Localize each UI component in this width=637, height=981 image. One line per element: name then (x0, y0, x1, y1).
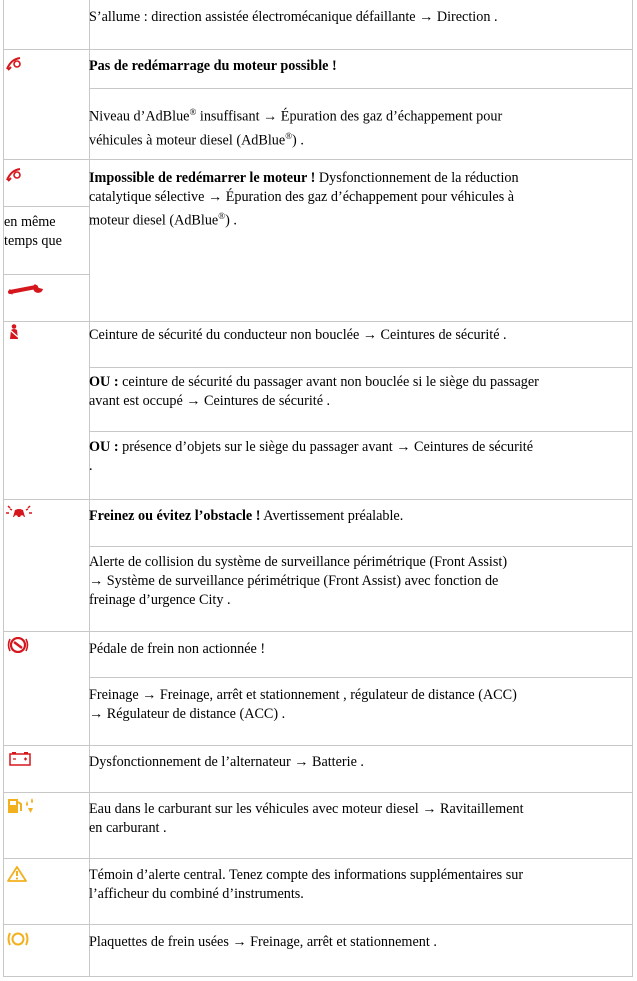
row-separator (4, 321, 632, 322)
scr-warning-icon (5, 167, 23, 183)
row-heading: Pédale de frein non actionnée ! (89, 641, 266, 657)
row-text: Eau dans le carburant sur les véhicules avec moteur diesel → Ravitaillement en carburant . (89, 801, 524, 836)
row-separator (4, 858, 632, 859)
row-text: Plaquettes de frein usées → Freinage, arrêt et stationnement . (89, 934, 437, 950)
seatbelt-icon (7, 324, 21, 340)
row-separator (4, 631, 632, 632)
sub-separator (89, 367, 632, 368)
row-separator (4, 745, 632, 746)
side-label: en même temps que (4, 214, 62, 249)
sub-separator (89, 88, 632, 89)
row-separator (4, 792, 632, 793)
adblue-warning-icon (5, 56, 23, 72)
row-text: Ceinture de sécurité du conducteur non bouclée → Ceintures de sécurité . (89, 327, 507, 343)
row-heading: Pas de redémarrage du moteur possible ! (89, 58, 337, 74)
sub-separator (89, 546, 632, 547)
sub-separator (89, 677, 632, 678)
row-text: OU : ceinture de sécurité du passager avant non bouclée si le siège du passager avant est occupé → Ceintures de sécurité . (89, 374, 539, 409)
row-separator (4, 924, 632, 925)
brake-pedal-icon (7, 637, 29, 653)
row-text: Dysfonctionnement de l’alternateur → Batterie . (89, 754, 364, 770)
row-separator (4, 49, 632, 50)
row-heading: Freinez ou évitez l’obstacle ! Avertissement préalable. (89, 508, 404, 524)
wrench-icon (8, 283, 46, 297)
brake-pad-icon (7, 931, 29, 947)
row-text: Témoin d’alerte central. Tenez compte des informations supplémentaires sur l’afficheur du combiné d’instruments. (89, 867, 524, 902)
collision-warning-icon (6, 505, 32, 521)
row-text: OU : présence d’objets sur le siège du passager avant → Ceintures de sécurité . (89, 439, 534, 474)
water-in-fuel-icon (7, 797, 37, 815)
row-text: Niveau d’AdBlue® insuffisant → Épuration des gaz d’échappement pour véhicules à moteur diesel (AdBlue®) . (89, 107, 503, 149)
central-warning-icon (7, 866, 27, 882)
row-separator (4, 499, 632, 500)
row-text: Impossible de redémarrer le moteur ! Dysfonctionnement de la réduction catalytique sélective → Épuration des gaz d’échappement pour véhicules à moteur diesel (AdBlue®) . (89, 170, 519, 229)
icon-cell-separator (4, 274, 89, 275)
sub-separator (89, 431, 632, 432)
icon-cell-separator (4, 206, 89, 207)
row-text: Freinage → Freinage, arrêt et stationnement , régulateur de distance (ACC) → Régulateur de distance (ACC) . (89, 687, 517, 722)
row-text: Alerte de collision du système de surveillance périmétrique (Front Assist) → Système de surveillance périmétrique (Front Assist) avec fonction de freinage d’urgence City . (89, 554, 508, 608)
row-separator (4, 159, 632, 160)
row-text: S’allume : direction assistée électromécanique défaillante → Direction . (89, 9, 498, 25)
battery-icon (8, 751, 32, 766)
